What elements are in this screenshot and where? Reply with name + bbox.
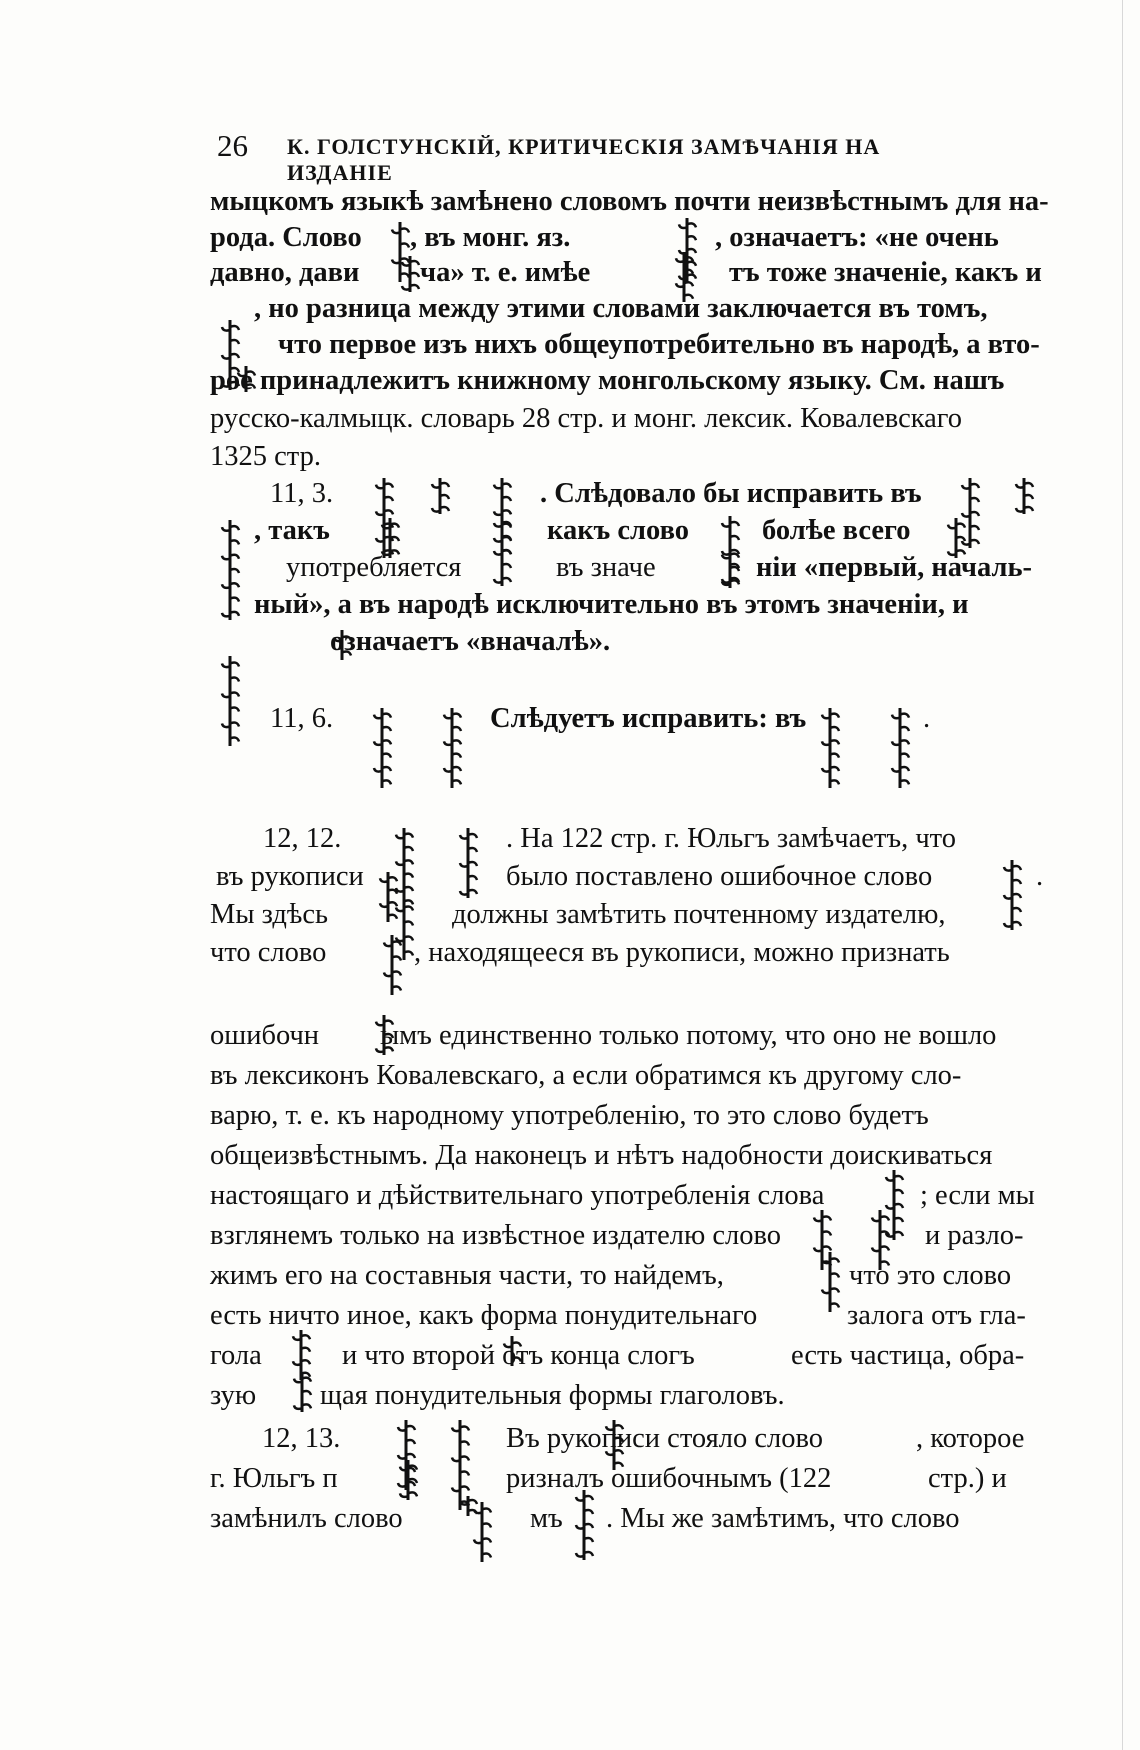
mongolian-script-icon (1012, 478, 1036, 514)
mongolian-script-icon (944, 518, 968, 558)
text-line: что слово (210, 937, 327, 968)
text-line: настоящаго и дѣйствительнаго употребленія слова (210, 1180, 825, 1211)
mongolian-script-icon (396, 1460, 420, 1500)
mongolian-script-icon (290, 1372, 314, 1412)
text-line: 12, 13. (262, 1423, 341, 1454)
text-line: гола (210, 1340, 262, 1371)
text-line: рое принадлежитъ книжному монгольскому языку. См. нашъ (210, 365, 1005, 396)
mongolian-script-icon (572, 1490, 596, 1560)
mongolian-script-icon (500, 1336, 524, 1366)
text-line: , но разница между этими словами заключается въ томъ, (254, 293, 988, 324)
mongolian-script-icon (330, 630, 354, 660)
text-line: есть ничто иное, какъ форма понудительнаго (210, 1300, 758, 1331)
text-line: въ рукописи (216, 861, 364, 892)
running-header (217, 128, 947, 185)
mongolian-script-icon (372, 1015, 396, 1055)
text-line: 11, 6. (270, 703, 334, 734)
text-line: русско-калмыцк. словарь 28 стр. и монг. лексик. Ковалевскаго (210, 403, 963, 434)
text-line: залога отъ гла- (847, 1300, 1026, 1331)
mongolian-script-icon (868, 1210, 892, 1270)
text-line: , которое (916, 1423, 1025, 1454)
text-line: тъ тоже значеніе, какъ и (729, 257, 1042, 288)
text-line: Въ рукописи стояло слово (506, 1423, 823, 1454)
text-line: . (1036, 861, 1044, 892)
mongolian-script-icon (818, 708, 842, 788)
text-line: , означаетъ: «не очень (715, 222, 999, 253)
text-line: стр.) и (928, 1463, 1007, 1494)
text-line: въ лексиконъ Ковалевскаго, а если обратимся къ другому сло- (210, 1060, 962, 1091)
mongolian-script-icon (218, 656, 242, 746)
mongolian-script-icon (490, 516, 514, 586)
mongolian-script-icon (672, 252, 696, 302)
text-line: въ значе (556, 552, 656, 583)
text-line: давно, дави (210, 257, 360, 288)
text-line: , такъ (254, 515, 330, 546)
text-line: какъ слово (547, 515, 690, 546)
text-line: рода. Слово (210, 222, 362, 253)
text-line: 1325 стр. (210, 441, 321, 472)
text-line: употребляется (286, 552, 462, 583)
running-title: К. ГОЛСТУНСКІЙ, КРИТИЧЕСКІЯ ЗАМѢЧАНІЯ НА ИЗДАНІЕ (287, 134, 881, 185)
text-line: мыцкомъ языкѣ замѣнено словомъ почти неизвѣстнымъ для на- (210, 186, 1049, 217)
mongolian-script-icon (602, 1420, 626, 1470)
mongolian-script-icon (428, 478, 452, 514)
mongolian-script-icon (218, 520, 242, 620)
text-line: . Мы же замѣтимъ, что слово (606, 1503, 960, 1534)
mongolian-script-icon (456, 828, 480, 898)
text-line: означаетъ «вначалѣ». (330, 626, 611, 657)
mongolian-script-icon (380, 935, 404, 995)
text-line: варю, т. е. къ народному употребленію, то это слово будетъ (210, 1100, 929, 1131)
text-line: ніи «первый, началь- (756, 552, 1033, 583)
text-line: . Слѣдовало бы исправить въ (540, 478, 922, 509)
text-line: щая понудительныя формы глаголовъ. (320, 1380, 785, 1411)
text-line: и что второй отъ конца слогъ (342, 1340, 695, 1371)
text-line: 12, 12. (263, 823, 342, 854)
text-line: , находящееся въ рукописи, можно признать (414, 937, 950, 968)
text-line: . (923, 703, 931, 734)
text-line: , въ монг. яз. (410, 222, 571, 253)
mongolian-script-icon (456, 1496, 480, 1516)
mongolian-script-icon (1000, 860, 1024, 930)
text-line: и разло- (925, 1220, 1024, 1251)
text-line: Мы здѣсь (210, 899, 328, 930)
text-line: должны замѣтить почтенному издателю, (452, 899, 946, 930)
text-line: что это слово (849, 1260, 1012, 1291)
text-line: ошибочн (210, 1020, 320, 1051)
mongolian-script-icon (440, 708, 464, 788)
page-number: 26 (217, 128, 248, 163)
text-line: жимъ его на составныя части, то найдемъ, (210, 1260, 724, 1291)
text-line: взглянемъ только на извѣстное издателю слово (210, 1220, 782, 1251)
mongolian-script-icon (234, 366, 258, 392)
page-edge (1122, 0, 1123, 1750)
mongolian-script-icon (718, 548, 742, 588)
text-line: . На 122 стр. г. Юльгъ замѣчаетъ, что (506, 823, 957, 854)
text-line: было поставлено ошибочное слово (506, 861, 933, 892)
text-line: ; если мы (920, 1180, 1035, 1211)
text-line: общеизвѣстнымъ. Да наконецъ и нѣтъ надобности доискиваться (210, 1140, 993, 1171)
text-line: ный», а въ народѣ исключительно въ этомъ значеніи, и (254, 589, 969, 620)
mongolian-script-icon (818, 1252, 842, 1312)
text-line: что первое изъ нихъ общеупотребительно въ народѣ, а вто- (278, 329, 1040, 360)
text-line: зую (210, 1380, 257, 1411)
text-line: болѣе всего (762, 515, 911, 546)
text-line: ризналъ ошибочнымъ (122 (506, 1463, 832, 1494)
text-line: ымъ единственно только потому, что оно не вошло (380, 1020, 997, 1051)
mongolian-script-icon (370, 708, 394, 788)
text-line: Слѣдуетъ исправить: въ (490, 703, 807, 734)
text-line: мъ (530, 1503, 563, 1534)
text-line: ча» т. е. имѣе (420, 257, 591, 288)
mongolian-script-icon (378, 518, 402, 558)
text-line: есть частица, обра- (791, 1340, 1025, 1371)
text-line: 11, 3. (270, 478, 334, 509)
mongolian-script-icon (398, 256, 422, 292)
mongolian-script-icon (888, 708, 912, 788)
text-line: г. Юльгъ п (210, 1463, 338, 1494)
text-line: замѣнилъ слово (210, 1503, 403, 1534)
